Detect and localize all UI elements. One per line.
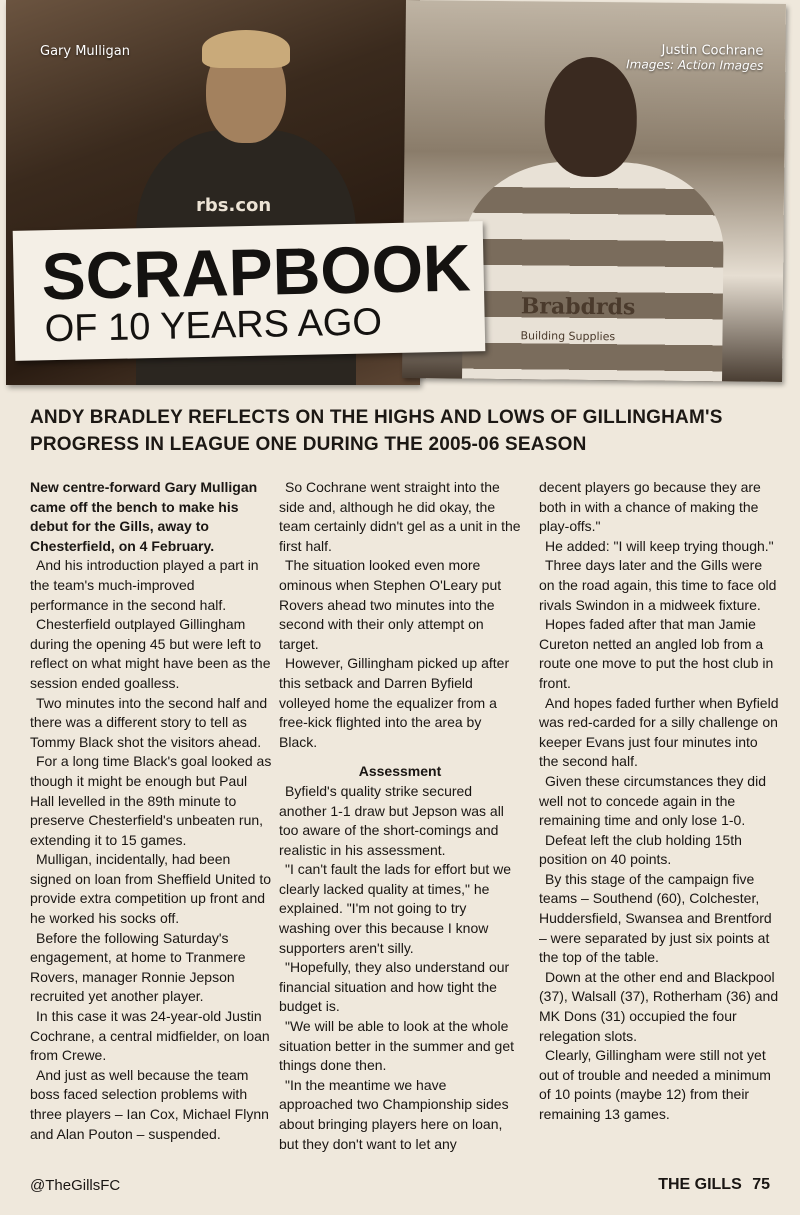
photo-caption-right bbox=[626, 42, 763, 73]
article-column-3 bbox=[539, 478, 781, 1125]
article-paragraph: Clearly, Gillingham were still not yet out of trouble and needed a minimum of 10 points (maybe 12) from their remaining 13 games. bbox=[539, 1047, 771, 1122]
photo-credit: Images: Action Images bbox=[626, 57, 764, 73]
page-number: 75 bbox=[752, 1176, 770, 1193]
article-paragraph: He added: "I will keep trying though." bbox=[545, 537, 774, 554]
shirt-sponsor: rbs.con bbox=[196, 195, 272, 216]
publication-name: THE GILLS bbox=[658, 1176, 742, 1193]
article-paragraph: And just as well because the team boss faced selection problems with three players – Ian Cox, Michael Flynn and Alan Pouton – suspended. bbox=[30, 1066, 269, 1142]
article-paragraph: By this stage of the campaign five teams – Southend (60), Colchester, Huddersfield, Swansea and Brentford – were separated by just six points at the top of the table. bbox=[539, 870, 772, 966]
article-paragraph: "I can't fault the lads for effort but we clearly lacked quality at times," he explained. "I'm not going to try washing over this because I know supporters aren't silly. bbox=[279, 861, 512, 956]
article-paragraph: Defeat left the club holding 15th position on 40 points. bbox=[539, 831, 742, 868]
shirt-sponsor bbox=[520, 293, 635, 346]
title-banner bbox=[13, 221, 486, 361]
article-paragraph: Three days later and the Gills were on the road again, this time to face old rivals Swindon in a midweek fixture. bbox=[539, 557, 777, 613]
shirt-sponsor-name: Brabdrds bbox=[520, 293, 636, 321]
article-paragraph: Before the following Saturday's engagement, at home to Tranmere Rovers, manager Ronnie Jepson recruited yet another player. bbox=[30, 929, 246, 1005]
article-paragraph: decent players go because they are both in with a chance of making the play-offs." bbox=[539, 479, 761, 535]
article-paragraph: Byfield's quality strike secured another 1-1 draw but Jepson was all too aware of the short-comings and realistic in his assessment. bbox=[279, 782, 504, 858]
article-paragraph: In this case it was 24-year-old Justin Cochrane, a central midfielder, on loan from Crewe. bbox=[30, 1008, 270, 1064]
article-paragraph: However, Gillingham picked up after this setback and Darren Byfield volleyed home the equalizer from a free-kick flighted into the area by Black. bbox=[279, 655, 510, 750]
player-hair bbox=[202, 30, 290, 68]
section-heading: Assessment bbox=[358, 763, 442, 780]
article-paragraph: Mulligan, incidentally, had been signed on loan from Sheffield United to provide extra competition up front and he worked his socks off. bbox=[30, 851, 272, 927]
article-paragraph: And his introduction played a part in the team's much-improved performance in the second half. bbox=[30, 557, 259, 613]
article-paragraph: "Hopefully, they also understand our financial situation and how tight the budget is. bbox=[279, 959, 510, 1015]
article-paragraph: For a long time Black's goal looked as though it might be enough but Paul Hall levelled in the 89th minute to preserve Chesterfield's unbeaten run, extending it to 15 games. bbox=[30, 753, 272, 848]
article-paragraph: New centre-forward Gary Mulligan came off the bench to make his debut for the Gills, away to Chesterfield, on 4 February. bbox=[30, 479, 258, 554]
article-column-1 bbox=[30, 478, 272, 1144]
article-paragraph: Chesterfield outplayed Gillingham during the opening 45 but were left to reflect on what might have been as the session ended goalless. bbox=[30, 616, 271, 691]
article-paragraph: Given these circumstances they did well not to concede again in the remaining time and only lose 1-0. bbox=[539, 772, 766, 829]
article-paragraph: Hopes faded after that man Jamie Cureton netted an angled lob from a route one move to put the host club in front. bbox=[539, 616, 774, 691]
article-paragraph: So Cochrane went straight into the side and, although he did okay, the team certainly didn't gel as a unit in the first half. bbox=[279, 479, 521, 554]
standfirst: ANDY BRADLEY REFLECTS ON THE HIGHS AND LOWS OF GILLINGHAM'S PROGRESS IN LEAGUE ONE DURING THE 2005-06 SEASON bbox=[30, 407, 723, 455]
article-paragraph: The situation looked even more ominous when Stephen O'Leary put Rovers ahead two minutes into the second with their only attempt on target. bbox=[279, 557, 502, 652]
article-paragraph: "In the meantime we have approached two Championship sides about bringing players here on loan, but they don't want to let any bbox=[279, 1076, 509, 1152]
shirt-sponsor-sub: Building Supplies bbox=[520, 329, 616, 344]
article-column-2 bbox=[279, 478, 521, 1154]
twitter-handle: @TheGillsFC bbox=[30, 1177, 121, 1194]
player-head bbox=[544, 56, 637, 177]
page-footer bbox=[652, 1176, 770, 1194]
page-title: SCRAPBOOK bbox=[40, 230, 472, 314]
article-paragraph: And hopes faded further when Byfield was red-carded for a silly challenge on keeper Evans just four minutes into the second half. bbox=[539, 694, 779, 770]
article-paragraph: Down at the other end and Blackpool (37), Walsall (37), Rotherham (36) and MK Dons (31) occupied the four relegation slots. bbox=[539, 968, 779, 1044]
player-shirt bbox=[462, 161, 724, 382]
page-subtitle: OF 10 YEARS AGO bbox=[44, 301, 383, 351]
caption-name: Justin Cochrane bbox=[661, 42, 764, 59]
photo-caption-left: Gary Mulligan bbox=[40, 44, 130, 59]
article-paragraph: Two minutes into the second half and there was a different story to tell as Tommy Black shot the visitors ahead. bbox=[30, 694, 268, 750]
article-paragraph: "We will be able to look at the whole situation better in the summer and get things done then. bbox=[279, 1018, 515, 1074]
